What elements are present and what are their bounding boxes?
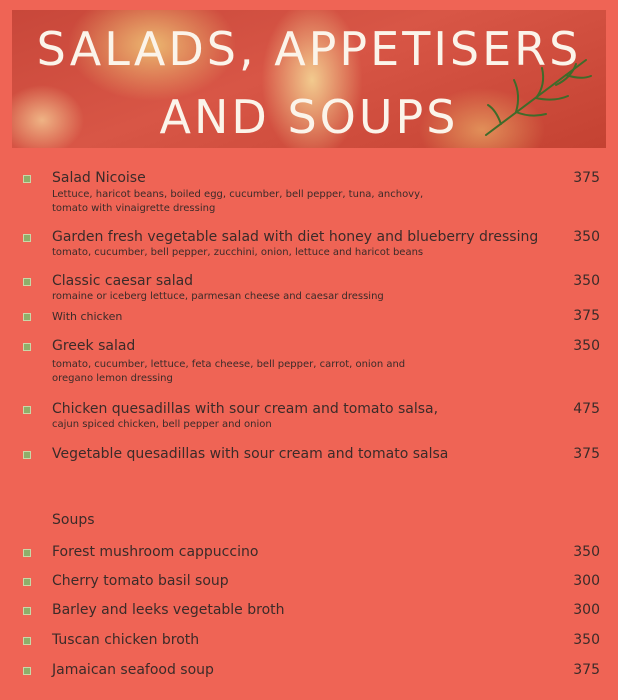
menu-item-name: Garden fresh vegetable salad with diet honey and blueberry dressing bbox=[52, 229, 539, 245]
menu-item-name: Jamaican seafood soup bbox=[52, 662, 214, 678]
section-title-soups: Soups bbox=[52, 512, 95, 528]
menu-item-description: oregano lemon dressing bbox=[52, 373, 173, 384]
menu-item-price: 350 bbox=[573, 273, 600, 289]
menu-item-name: Tuscan chicken broth bbox=[52, 632, 200, 648]
menu-item-price: 350 bbox=[573, 229, 600, 245]
menu-item-description: cajun spiced chicken, bell pepper and onion bbox=[52, 419, 272, 430]
menu-item-name: Cherry tomato basil soup bbox=[52, 573, 229, 589]
bullet-icon bbox=[23, 278, 31, 286]
menu-item-name: Classic caesar salad bbox=[52, 273, 194, 289]
bullet-icon bbox=[23, 637, 31, 645]
bullet-icon bbox=[23, 667, 31, 675]
bullet-icon bbox=[23, 578, 31, 586]
page-title-line-2: AND SOUPS bbox=[159, 90, 459, 144]
bullet-icon bbox=[23, 549, 31, 557]
menu-item-description: tomato, cucumber, lettuce, feta cheese, bell pepper, carrot, onion and bbox=[52, 359, 406, 370]
bullet-icon bbox=[23, 406, 31, 414]
menu-item-price: 350 bbox=[573, 632, 600, 648]
bullet-icon bbox=[23, 313, 31, 321]
menu-item-price: 475 bbox=[573, 401, 600, 417]
menu-item-description: tomato, cucumber, bell pepper, zucchini, onion, lettuce and haricot beans bbox=[52, 247, 424, 258]
menu-item-name: Salad Nicoise bbox=[52, 170, 146, 186]
menu-item-description: Lettuce, haricot beans, boiled egg, cucumber, bell pepper, tuna, anchovy, bbox=[52, 189, 424, 200]
menu-item-description: tomato with vinaigrette dressing bbox=[52, 203, 216, 214]
menu-item-name: Barley and leeks vegetable broth bbox=[52, 602, 285, 618]
header-banner bbox=[12, 10, 606, 148]
menu-item-price: 300 bbox=[573, 573, 600, 589]
menu-item-price: 375 bbox=[573, 446, 600, 462]
bullet-icon bbox=[23, 607, 31, 615]
page-title-line-1: SALADS, APPETISERS bbox=[36, 22, 582, 76]
bullet-icon bbox=[23, 343, 31, 351]
menu-item-price: 350 bbox=[573, 338, 600, 354]
bullet-icon bbox=[23, 234, 31, 242]
menu-item-name: Vegetable quesadillas with sour cream and tomato salsa bbox=[52, 446, 449, 462]
menu-item-price: 375 bbox=[573, 170, 600, 186]
menu-item-name: With chicken bbox=[52, 310, 123, 323]
bullet-icon bbox=[23, 451, 31, 459]
menu-item-name: Forest mushroom cappuccino bbox=[52, 544, 259, 560]
menu-item-description: romaine or iceberg lettuce, parmesan cheese and caesar dressing bbox=[52, 291, 384, 302]
menu-item-name: Greek salad bbox=[52, 338, 136, 354]
menu-item-price: 375 bbox=[573, 308, 600, 324]
menu-item-price: 300 bbox=[573, 602, 600, 618]
menu-item-name: Chicken quesadillas with sour cream and tomato salsa, bbox=[52, 401, 439, 417]
bullet-icon bbox=[23, 175, 31, 183]
menu-item-price: 375 bbox=[573, 662, 600, 678]
menu-item-price: 350 bbox=[573, 544, 600, 560]
